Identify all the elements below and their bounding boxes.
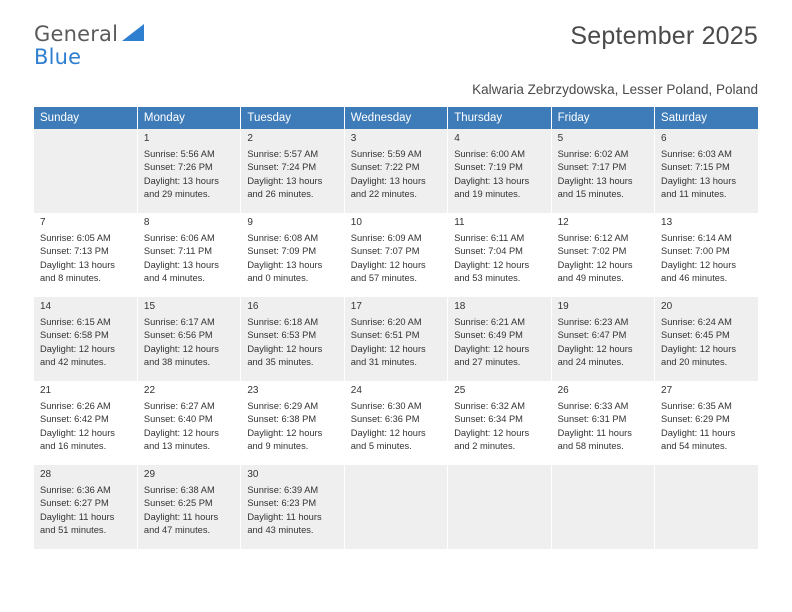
calendar-day-cell[interactable] [344, 381, 447, 465]
sunrise-text: Sunrise: 6:36 AM [40, 485, 111, 496]
daylight-text-line2: and 19 minutes. [454, 188, 521, 199]
logo-text-general: General [34, 22, 119, 46]
daylight-text-line1: Daylight: 11 hours [557, 427, 632, 438]
daylight-text-line1: Daylight: 13 hours [247, 259, 323, 270]
daylight-text-line2: and 11 minutes. [661, 188, 727, 199]
sunrise-text: Sunrise: 6:23 AM [557, 317, 629, 328]
day-details [40, 232, 131, 285]
day-number: 28 [40, 469, 52, 480]
sunset-text: Sunset: 6:36 PM [350, 414, 420, 425]
weekday-header-wednesday: Wednesday [344, 107, 447, 129]
sunrise-text: Sunrise: 6:29 AM [247, 401, 319, 412]
daylight-text-line1: Daylight: 13 hours [350, 175, 426, 186]
calendar-day-cell[interactable] [241, 381, 344, 465]
daylight-text-line1: Daylight: 13 hours [143, 175, 219, 186]
day-details [40, 400, 131, 453]
weekday-header-saturday: Saturday [655, 107, 758, 129]
daylight-text-line2: and 29 minutes. [143, 188, 211, 199]
day-details [454, 316, 544, 369]
sunset-text: Sunset: 7:02 PM [557, 246, 627, 257]
daylight-text-line1: Daylight: 12 hours [143, 427, 219, 438]
sunset-text: Sunset: 6:29 PM [661, 414, 730, 425]
calendar-day-cell[interactable] [655, 297, 758, 381]
day-number: 23 [247, 385, 259, 396]
calendar-day-cell[interactable] [241, 129, 344, 213]
day-details [558, 316, 648, 369]
sunset-text: Sunset: 7:00 PM [661, 246, 730, 257]
calendar-empty-cell [448, 465, 551, 549]
weekday-header-monday: Monday [137, 107, 240, 129]
sunrise-text: Sunrise: 6:27 AM [143, 401, 215, 412]
calendar-day-cell[interactable] [241, 213, 344, 297]
weekday-header-thursday: Thursday [448, 107, 551, 129]
sunrise-text: Sunrise: 6:03 AM [661, 149, 732, 160]
calendar-empty-cell [344, 465, 447, 549]
day-details [454, 400, 544, 453]
calendar-day-cell[interactable] [34, 381, 137, 465]
daylight-text-line1: Daylight: 12 hours [40, 427, 115, 438]
day-number: 9 [247, 217, 253, 228]
daylight-text-line2: and 22 minutes. [350, 188, 417, 199]
sunset-text: Sunset: 6:25 PM [143, 498, 213, 509]
day-number: 4 [454, 133, 460, 144]
day-number: 3 [350, 133, 357, 144]
sunset-text: Sunset: 6:27 PM [40, 498, 109, 509]
daylight-text-line1: Daylight: 13 hours [40, 259, 115, 270]
day-details [144, 484, 234, 537]
sunset-text: Sunset: 7:15 PM [661, 162, 730, 173]
sunset-text: Sunset: 6:40 PM [143, 414, 213, 425]
calendar-day-cell[interactable] [551, 213, 654, 297]
daylight-text-line2: and 47 minutes. [143, 524, 211, 535]
daylight-text-line2: and 13 minutes. [143, 440, 211, 451]
daylight-text-line2: and 2 minutes. [454, 440, 516, 451]
calendar-day-cell[interactable] [34, 213, 137, 297]
daylight-text-line1: Daylight: 11 hours [247, 511, 322, 522]
daylight-text-line1: Daylight: 12 hours [661, 259, 736, 270]
calendar-day-cell[interactable] [551, 129, 654, 213]
sunset-text: Sunset: 6:31 PM [557, 414, 627, 425]
sunrise-text: Sunrise: 6:02 AM [557, 149, 629, 160]
sunrise-text: Sunrise: 6:09 AM [350, 233, 422, 244]
day-details [247, 400, 337, 453]
day-number: 29 [143, 469, 156, 480]
day-details [661, 316, 752, 369]
sunset-text: Sunset: 6:38 PM [247, 414, 317, 425]
day-number: 8 [143, 217, 150, 228]
daylight-text-line1: Daylight: 12 hours [661, 343, 736, 354]
calendar-day-cell[interactable] [551, 381, 654, 465]
daylight-text-line2: and 31 minutes. [350, 356, 417, 367]
calendar-day-cell[interactable] [241, 465, 344, 549]
daylight-text-line1: Daylight: 13 hours [454, 175, 530, 186]
day-number: 10 [350, 217, 362, 228]
sunrise-text: Sunrise: 6:17 AM [143, 317, 215, 328]
location-subtitle: Kalwaria Zebrzydowska, Lesser Poland, Poland [472, 82, 758, 97]
day-details [40, 316, 131, 369]
sunrise-text: Sunrise: 6:24 AM [661, 317, 732, 328]
daylight-text-line2: and 42 minutes. [40, 356, 107, 367]
daylight-text-line1: Daylight: 12 hours [557, 343, 633, 354]
calendar-day-cell[interactable] [344, 297, 447, 381]
day-number: 18 [454, 301, 466, 312]
daylight-text-line1: Daylight: 12 hours [247, 343, 323, 354]
calendar-day-cell[interactable] [655, 381, 758, 465]
calendar-empty-cell [655, 465, 758, 549]
day-details [661, 400, 752, 453]
day-details [351, 148, 441, 201]
sunset-text: Sunset: 7:17 PM [557, 162, 627, 173]
daylight-text-line1: Daylight: 12 hours [247, 427, 323, 438]
day-details [454, 232, 544, 285]
sunrise-text: Sunrise: 6:30 AM [350, 401, 422, 412]
sunrise-text: Sunrise: 6:38 AM [143, 485, 215, 496]
day-number: 20 [661, 301, 673, 312]
calendar-day-cell[interactable] [34, 297, 137, 381]
calendar-day-cell[interactable] [448, 213, 551, 297]
sunset-text: Sunset: 6:23 PM [247, 498, 317, 509]
sunrise-text: Sunrise: 6:06 AM [143, 233, 215, 244]
daylight-text-line1: Daylight: 11 hours [40, 511, 115, 522]
daylight-text-line1: Daylight: 11 hours [143, 511, 219, 522]
calendar-day-cell[interactable] [344, 129, 447, 213]
day-number: 16 [247, 301, 259, 312]
daylight-text-line2: and 58 minutes. [557, 440, 624, 451]
daylight-text-line1: Daylight: 12 hours [454, 343, 530, 354]
daylight-text-line1: Daylight: 12 hours [350, 427, 426, 438]
sunrise-text: Sunrise: 6:26 AM [40, 401, 111, 412]
calendar-day-cell[interactable] [137, 381, 240, 465]
day-details [144, 400, 234, 453]
daylight-text-line2: and 38 minutes. [143, 356, 211, 367]
calendar-day-cell[interactable] [655, 129, 758, 213]
day-number: 1 [143, 133, 150, 144]
sunset-text: Sunset: 7:13 PM [40, 246, 109, 257]
calendar-empty-cell [34, 129, 137, 213]
calendar-week-row [34, 465, 758, 549]
sunset-text: Sunset: 6:47 PM [557, 330, 627, 341]
daylight-text-line1: Daylight: 13 hours [247, 175, 323, 186]
day-details [351, 232, 441, 285]
daylight-text-line2: and 27 minutes. [454, 356, 521, 367]
sunrise-text: Sunrise: 6:20 AM [350, 317, 422, 328]
day-number: 11 [454, 217, 465, 228]
daylight-text-line1: Daylight: 13 hours [661, 175, 736, 186]
daylight-text-line2: and 46 minutes. [661, 272, 728, 283]
sunset-text: Sunset: 6:49 PM [454, 330, 523, 341]
day-number: 2 [247, 133, 253, 144]
calendar-day-cell[interactable] [137, 465, 240, 549]
day-number: 26 [557, 385, 569, 396]
sunset-text: Sunset: 7:11 PM [143, 246, 212, 257]
day-details [40, 484, 131, 537]
daylight-text-line2: and 57 minutes. [350, 272, 417, 283]
day-number: 12 [557, 217, 569, 228]
sunrise-text: Sunrise: 6:12 AM [557, 233, 629, 244]
weekday-header-friday: Friday [551, 107, 654, 129]
daylight-text-line1: Daylight: 12 hours [557, 259, 633, 270]
day-number: 15 [143, 301, 156, 312]
calendar-day-cell[interactable] [34, 465, 137, 549]
day-details [144, 148, 234, 201]
sunset-text: Sunset: 7:26 PM [143, 162, 213, 173]
sunset-text: Sunset: 6:45 PM [661, 330, 730, 341]
daylight-text-line2: and 8 minutes. [40, 272, 101, 283]
calendar-empty-cell [551, 465, 654, 549]
sunset-text: Sunset: 7:09 PM [247, 246, 317, 257]
day-details [247, 232, 337, 285]
day-details [454, 148, 544, 201]
day-details [558, 148, 648, 201]
daylight-text-line1: Daylight: 12 hours [350, 343, 426, 354]
sunset-text: Sunset: 7:07 PM [350, 246, 420, 257]
logo [34, 24, 154, 70]
daylight-text-line1: Daylight: 12 hours [350, 259, 426, 270]
sunrise-text: Sunrise: 6:35 AM [661, 401, 732, 412]
day-number: 19 [557, 301, 569, 312]
day-number: 13 [661, 217, 673, 228]
day-details [247, 316, 337, 369]
sunset-text: Sunset: 7:04 PM [454, 246, 523, 257]
daylight-text-line2: and 20 minutes. [661, 356, 728, 367]
daylight-text-line1: Daylight: 12 hours [454, 427, 530, 438]
daylight-text-line1: Daylight: 11 hours [661, 427, 736, 438]
daylight-text-line2: and 51 minutes. [40, 524, 107, 535]
daylight-text-line2: and 26 minutes. [247, 188, 314, 199]
daylight-text-line2: and 4 minutes. [143, 272, 205, 283]
daylight-text-line2: and 9 minutes. [247, 440, 309, 451]
calendar-week-row [34, 297, 758, 381]
day-number: 24 [350, 385, 362, 396]
daylight-text-line2: and 15 minutes. [557, 188, 624, 199]
sunrise-text: Sunrise: 5:56 AM [143, 149, 215, 160]
calendar-day-cell[interactable] [448, 297, 551, 381]
day-number: 14 [40, 301, 52, 312]
day-details [558, 232, 648, 285]
day-details [351, 400, 441, 453]
sunrise-text: Sunrise: 6:15 AM [40, 317, 111, 328]
sunset-text: Sunset: 6:56 PM [143, 330, 213, 341]
day-number: 27 [661, 385, 673, 396]
weekday-header-tuesday: Tuesday [241, 107, 344, 129]
day-number: 17 [350, 301, 362, 312]
sunrise-text: Sunrise: 6:33 AM [557, 401, 629, 412]
day-number: 21 [40, 385, 52, 396]
calendar-week-row [34, 213, 758, 297]
daylight-text-line1: Daylight: 12 hours [454, 259, 530, 270]
daylight-text-line2: and 43 minutes. [247, 524, 314, 535]
calendar-week-row [34, 129, 758, 213]
day-details [247, 484, 337, 537]
calendar-day-cell[interactable] [448, 381, 551, 465]
sunrise-text: Sunrise: 6:14 AM [661, 233, 732, 244]
logo-text-blue: Blue [34, 45, 82, 69]
day-number: 5 [557, 133, 564, 144]
daylight-text-line2: and 16 minutes. [40, 440, 107, 451]
day-number: 7 [40, 217, 46, 228]
weekday-header-row [34, 107, 758, 129]
daylight-text-line2: and 35 minutes. [247, 356, 314, 367]
calendar-table [34, 107, 758, 549]
day-number: 30 [247, 469, 259, 480]
daylight-text-line2: and 0 minutes. [247, 272, 309, 283]
day-details [144, 232, 234, 285]
daylight-text-line1: Daylight: 12 hours [40, 343, 115, 354]
sunset-text: Sunset: 6:51 PM [350, 330, 420, 341]
day-details [661, 148, 752, 201]
sunrise-text: Sunrise: 6:32 AM [454, 401, 525, 412]
sunset-text: Sunset: 6:58 PM [40, 330, 109, 341]
day-number: 22 [143, 385, 156, 396]
page-header [34, 0, 758, 69]
daylight-text-line1: Daylight: 12 hours [143, 343, 219, 354]
sunset-text: Sunset: 6:53 PM [247, 330, 317, 341]
sunrise-text: Sunrise: 6:39 AM [247, 485, 319, 496]
daylight-text-line2: and 53 minutes. [454, 272, 521, 283]
calendar-day-cell[interactable] [137, 213, 240, 297]
sunset-text: Sunset: 6:34 PM [454, 414, 523, 425]
sunrise-text: Sunrise: 5:57 AM [247, 149, 319, 160]
logo-triangle-icon [122, 24, 144, 41]
sunrise-text: Sunrise: 6:21 AM [454, 317, 525, 328]
sunset-text: Sunset: 7:24 PM [247, 162, 317, 173]
daylight-text-line1: Daylight: 13 hours [143, 259, 219, 270]
day-details [558, 400, 648, 453]
daylight-text-line2: and 5 minutes. [350, 440, 412, 451]
day-number: 25 [454, 385, 466, 396]
sunrise-text: Sunrise: 6:00 AM [454, 149, 525, 160]
calendar-week-row [34, 381, 758, 465]
day-details [661, 232, 752, 285]
day-details [247, 148, 337, 201]
sunrise-text: Sunrise: 6:11 AM [454, 233, 525, 244]
daylight-text-line2: and 49 minutes. [557, 272, 624, 283]
calendar-day-cell[interactable] [137, 297, 240, 381]
sunrise-text: Sunrise: 6:08 AM [247, 233, 319, 244]
calendar-day-cell[interactable] [137, 129, 240, 213]
daylight-text-line2: and 54 minutes. [661, 440, 728, 451]
page-title: September 2025 [570, 22, 758, 50]
day-details [144, 316, 234, 369]
day-number: 6 [661, 133, 667, 144]
weekday-header-sunday: Sunday [34, 107, 137, 129]
sunset-text: Sunset: 7:22 PM [350, 162, 420, 173]
calendar-day-cell[interactable] [448, 129, 551, 213]
calendar-day-cell[interactable] [241, 297, 344, 381]
sunrise-text: Sunrise: 6:18 AM [247, 317, 319, 328]
sunset-text: Sunset: 6:42 PM [40, 414, 109, 425]
sunset-text: Sunset: 7:19 PM [454, 162, 523, 173]
calendar-day-cell[interactable] [344, 213, 447, 297]
day-details [351, 316, 441, 369]
sunrise-text: Sunrise: 5:59 AM [350, 149, 422, 160]
calendar-day-cell[interactable] [655, 213, 758, 297]
daylight-text-line2: and 24 minutes. [557, 356, 624, 367]
daylight-text-line1: Daylight: 13 hours [557, 175, 633, 186]
sunrise-text: Sunrise: 6:05 AM [40, 233, 111, 244]
calendar-day-cell[interactable] [551, 297, 654, 381]
